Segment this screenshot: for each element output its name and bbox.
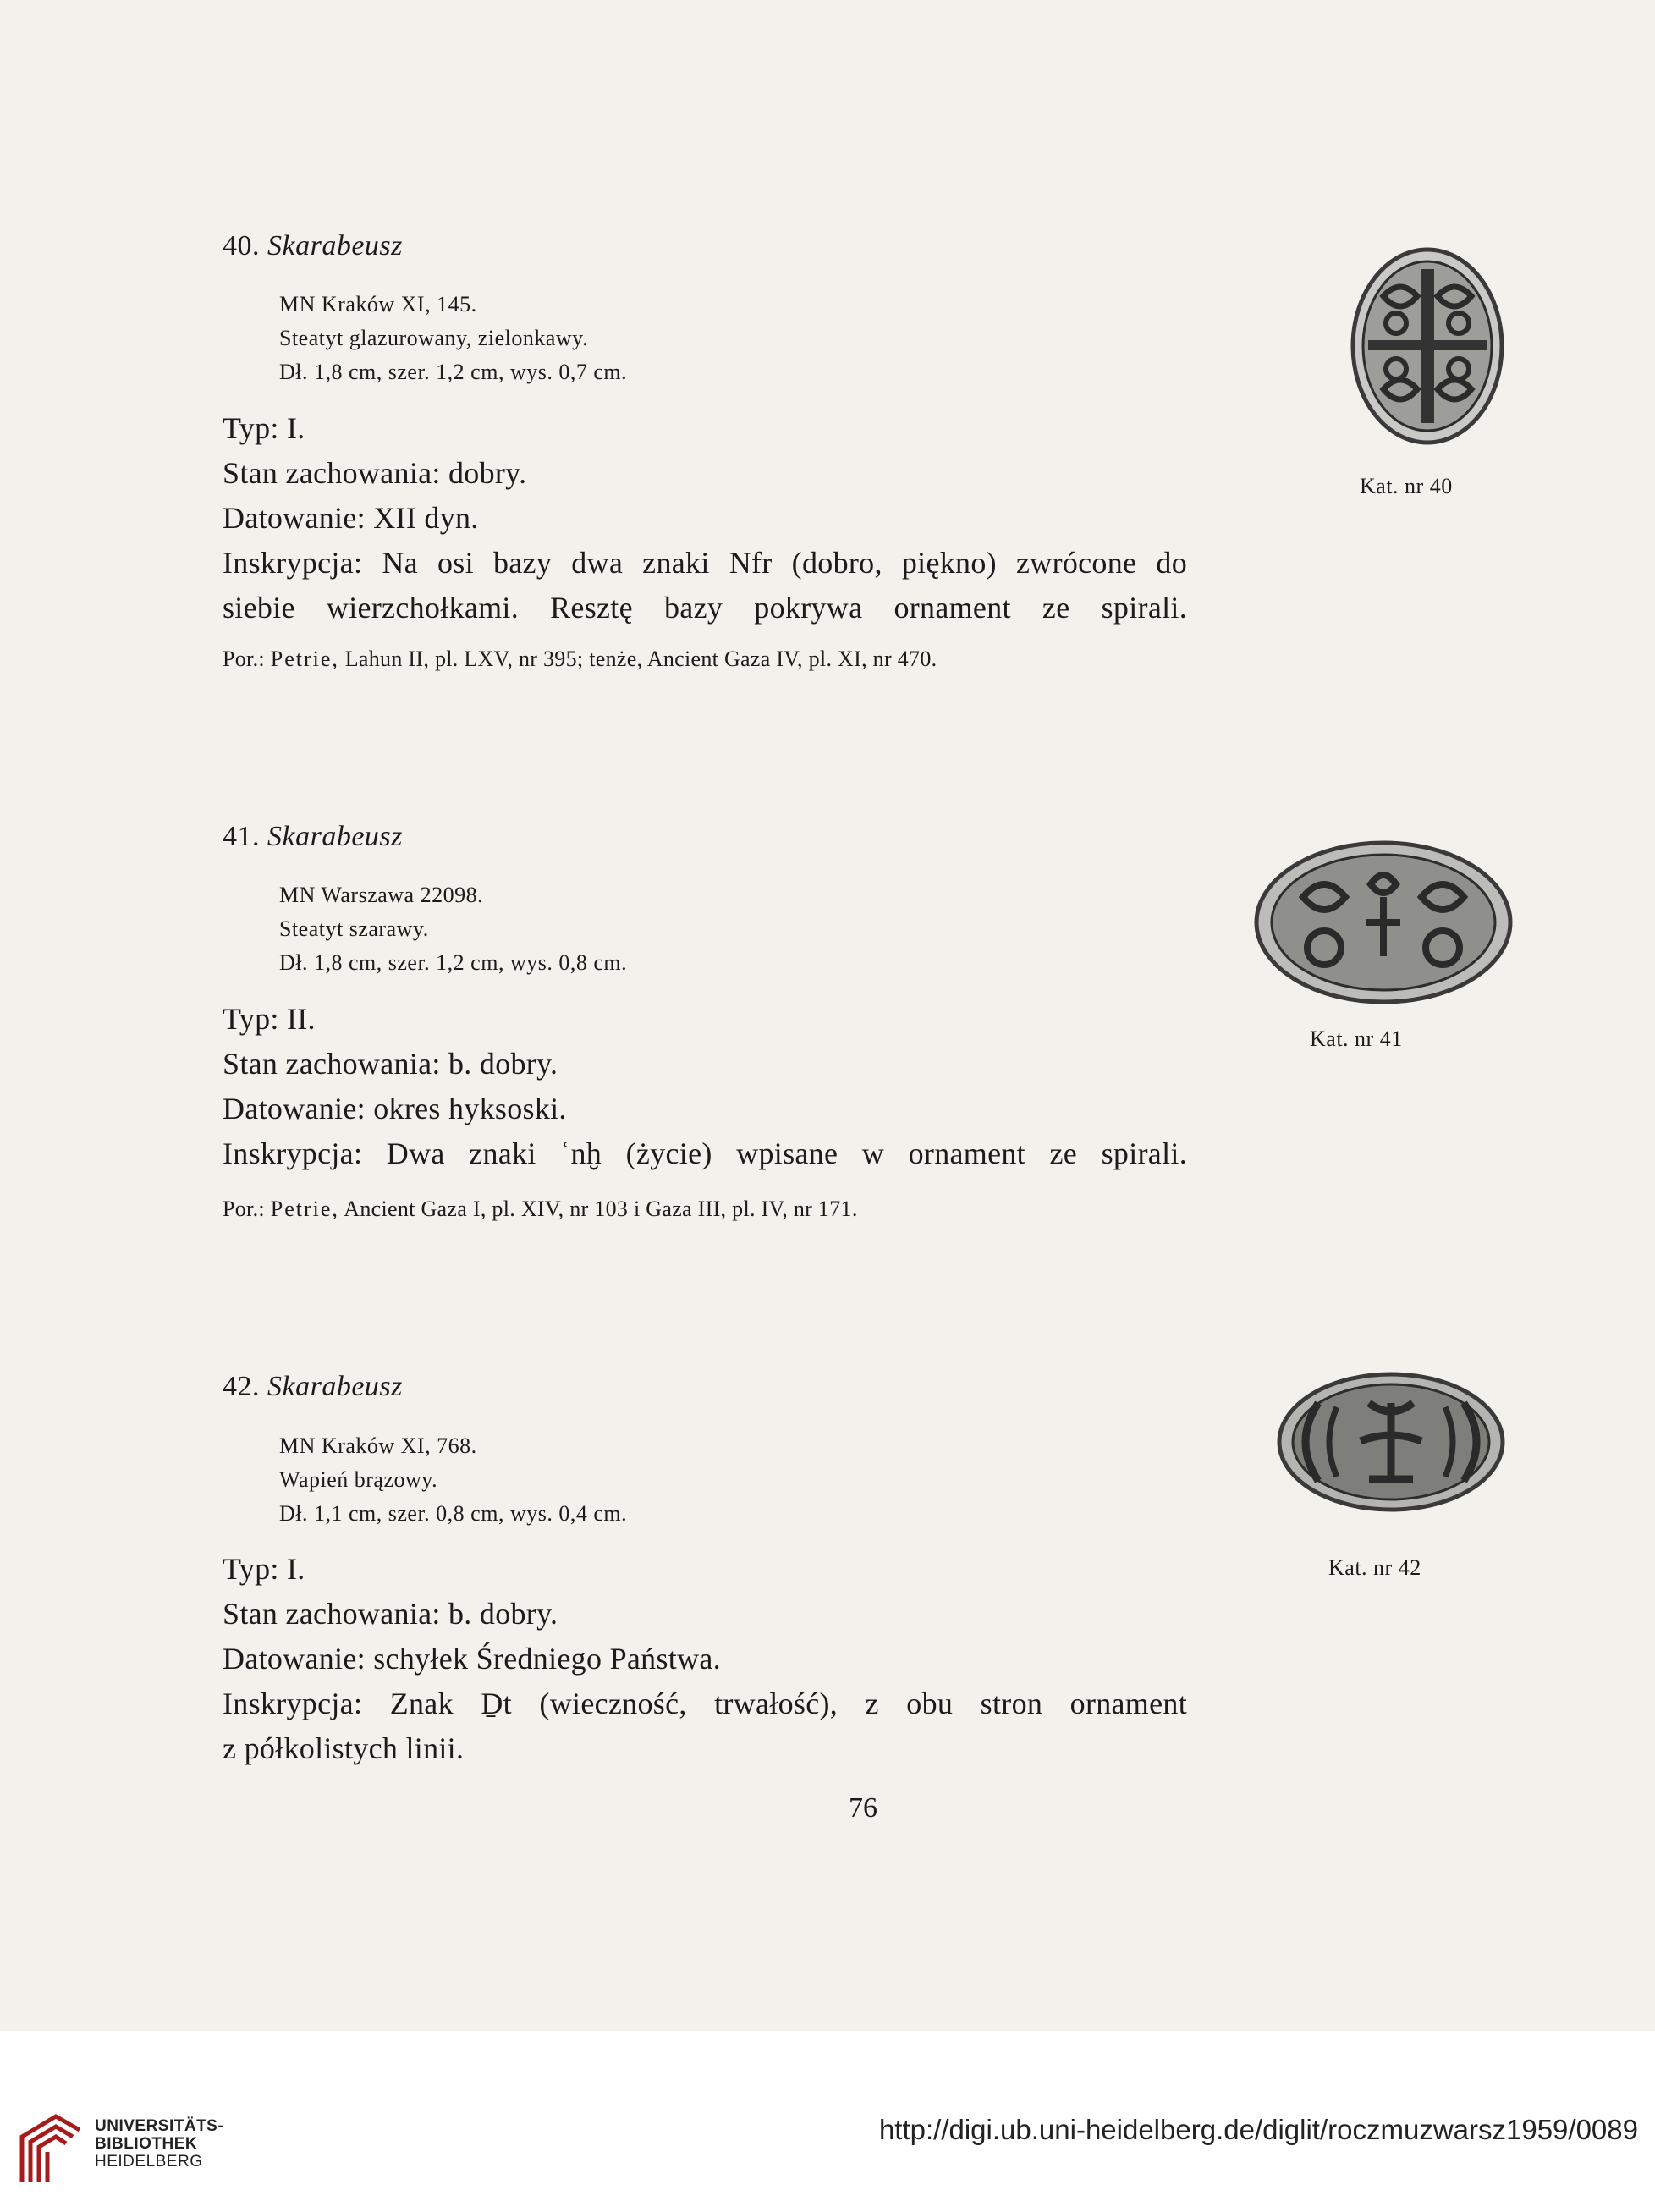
stan-line: Stan zachowania: b. dobry. — [223, 1597, 558, 1631]
meta-line: MN Kraków XI, 145. — [279, 292, 477, 316]
meta-line: Wapień brązowy. — [279, 1467, 438, 1492]
entry-name: Skarabeusz — [267, 230, 403, 261]
caption-42: Kat. nr 42 — [1328, 1555, 1421, 1580]
meta-line: MN Kraków XI, 768. — [279, 1433, 477, 1458]
inskrypcja-line: siebie wierzchołkami. Resztę bazy pokrywa ornament ze spirali. — [223, 591, 1187, 625]
entry-41-meta — [279, 878, 627, 980]
meta-line: Dł. 1,8 cm, szer. 1,2 cm, wys. 0,7 cm. — [279, 360, 628, 384]
entry-number: 40. — [223, 230, 260, 261]
inskrypcja-line: Inskrypcja: Na osi bazy dwa znaki Nfr (dobro, piękno) zwrócone do — [223, 546, 1187, 580]
entry-42-body — [223, 1547, 1187, 1771]
page-number: 76 — [849, 1792, 877, 1824]
scarab-40-image — [1350, 245, 1506, 447]
entry-42-meta — [279, 1429, 627, 1531]
entry-41-title — [223, 821, 403, 853]
library-name: UNIVERSITÄTS- BIBLIOTHEK HEIDELBERG — [95, 2117, 224, 2171]
entry-40-meta — [279, 288, 627, 389]
entry-number: 41. — [223, 821, 260, 852]
meta-line: MN Warszawa 22098. — [279, 883, 484, 907]
entry-40-reference: Por.: Petrie, Lahun II, pl. LXV, nr 395; tenże, Ancient Gaza IV, pl. XI, nr 470. — [223, 647, 937, 671]
entry-40-title — [223, 230, 403, 262]
entry-41-body — [223, 997, 1187, 1176]
entry-42-title — [223, 1371, 403, 1403]
caption-41: Kat. nr 41 — [1310, 1026, 1403, 1051]
stan-line: Stan zachowania: dobry. — [223, 456, 527, 490]
scarab-41-image — [1252, 838, 1515, 1007]
meta-line: Dł. 1,8 cm, szer. 1,2 cm, wys. 0,8 cm. — [279, 950, 628, 975]
entry-41-reference: Por.: Petrie, Ancient Gaza I, pl. XIV, nr 103 i Gaza III, pl. IV, nr 171. — [223, 1197, 858, 1221]
inskrypcja-line: Inskrypcja: Znak Ḏt (wieczność, trwałość), z obu stron ornament — [223, 1687, 1187, 1720]
inskrypcja-line: z półkolistych linii. — [223, 1731, 465, 1765]
entry-40-body — [223, 406, 1187, 630]
stan-line: Stan zachowania: b. dobry. — [223, 1047, 558, 1081]
meta-line: Dł. 1,1 cm, szer. 0,8 cm, wys. 0,4 cm. — [279, 1501, 628, 1526]
datowanie-line: Datowanie: schyłek Średniego Państwa. — [223, 1642, 721, 1676]
entry-name: Skarabeusz — [267, 1371, 403, 1402]
typ-line: Typ: II. — [223, 1002, 316, 1036]
entry-number: 42. — [223, 1371, 260, 1402]
datowanie-line: Datowanie: XII dyn. — [223, 501, 479, 535]
scarab-42-image — [1276, 1369, 1506, 1515]
meta-line: Steatyt glazurowany, zielonkawy. — [279, 326, 588, 350]
typ-line: Typ: I. — [223, 1552, 305, 1586]
inskrypcja-line: Inskrypcja: Dwa znaki ʿnḫ (życie) wpisane w ornament ze spirali. — [223, 1136, 1187, 1170]
entry-name: Skarabeusz — [267, 821, 403, 852]
typ-line: Typ: I. — [223, 411, 305, 445]
meta-line: Steatyt szarawy. — [279, 916, 429, 941]
library-logo-icon — [17, 2111, 85, 2187]
caption-40: Kat. nr 40 — [1360, 474, 1453, 498]
source-url-link[interactable]: http://digi.ub.uni-heidelberg.de/diglit/roczmuzwarsz1959/0089 — [878, 2114, 1638, 2145]
datowanie-line: Datowanie: okres hyksoski. — [223, 1092, 567, 1125]
